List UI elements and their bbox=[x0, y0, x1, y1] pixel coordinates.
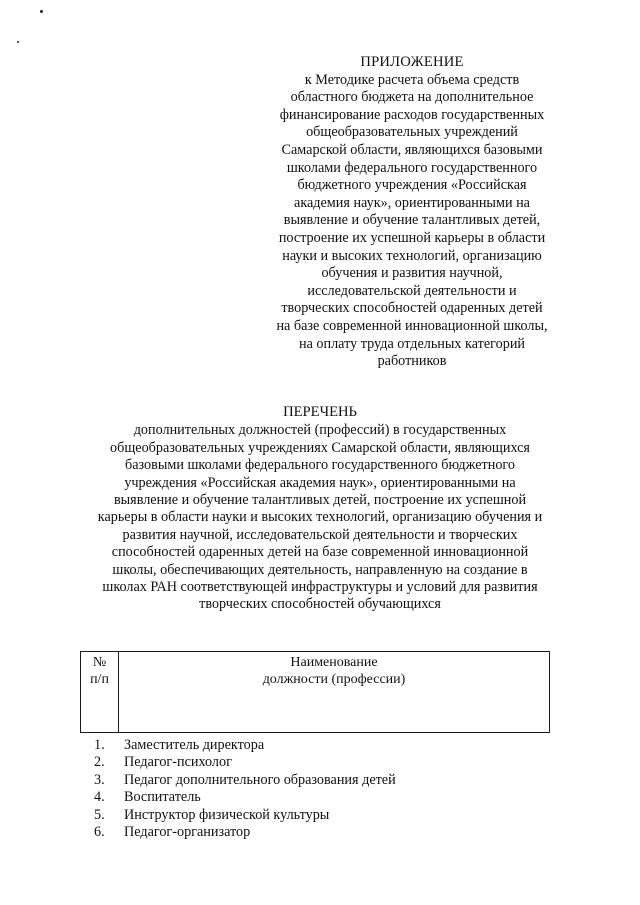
list-item bbox=[94, 772, 396, 789]
list-description-line: общеобразовательных учреждениях Самарской области, являющихся bbox=[110, 439, 530, 456]
item-name: Заместитель директора bbox=[124, 737, 265, 753]
positions-list bbox=[94, 737, 396, 841]
appendix-line: работников bbox=[377, 353, 447, 370]
column-header-name bbox=[119, 654, 549, 688]
item-number: 6. bbox=[94, 824, 105, 841]
list-description-line: способностей одаренных детей на базе современной инновационной bbox=[111, 544, 529, 561]
appendix-line: финансирование расходов государственных bbox=[279, 106, 545, 123]
column-header-number-line1: № bbox=[92, 655, 107, 670]
list-description-line: школах РАН соответствующей инфраструктуры и условий для развития bbox=[102, 579, 538, 596]
item-name: Воспитатель bbox=[124, 789, 201, 806]
list-description-line: выявление и обучение талантливых детей, построение их успешной bbox=[113, 492, 527, 509]
appendix-line: науки и высоких технологий, организацию bbox=[282, 247, 542, 264]
item-name: Педагог-психолог bbox=[124, 754, 232, 771]
appendix-line: исследовательской деятельности и bbox=[307, 282, 517, 299]
list-description-line: базовыми школами федерального государственного бюджетного bbox=[125, 457, 515, 474]
appendix-line: выявление и обучение талантливых детей, bbox=[283, 212, 541, 229]
appendix-line: творческих способностей одаренных детей bbox=[281, 300, 543, 317]
item-name: Инструктор физической культуры bbox=[124, 806, 330, 823]
list-item bbox=[94, 737, 396, 754]
list-title-block bbox=[60, 404, 580, 614]
scan-speck bbox=[17, 41, 19, 43]
appendix-line: общеобразовательных учреждений bbox=[306, 124, 518, 141]
appendix-line: академия наук», ориентированными на bbox=[294, 194, 530, 211]
appendix-line: бюджетного учреждения «Российская bbox=[297, 177, 527, 194]
appendix-line: на базе современной инновационной школы, bbox=[276, 317, 548, 334]
column-header-name-line1: Наименование bbox=[290, 655, 378, 670]
column-header-number-line2: п/п bbox=[90, 672, 109, 687]
list-description-line: дополнительных должностей (профессий) в государственных bbox=[133, 422, 507, 439]
item-number: 2. bbox=[94, 754, 105, 771]
list-title: ПЕРЕЧЕНЬ bbox=[283, 404, 357, 420]
appendix-block bbox=[262, 54, 562, 371]
item-number: 1. bbox=[94, 737, 105, 753]
appendix-line: к Методике расчета объема средств bbox=[304, 71, 520, 88]
item-number: 5. bbox=[94, 806, 105, 823]
list-description-line: творческих способностей обучающихся bbox=[199, 596, 441, 613]
appendix-heading: ПРИЛОЖЕНИЕ bbox=[360, 54, 464, 70]
list-item bbox=[94, 824, 396, 841]
list-item bbox=[94, 754, 396, 771]
appendix-line: школами федерального государственного bbox=[286, 159, 538, 176]
appendix-line: построение их успешной карьеры в области bbox=[278, 229, 546, 246]
column-header-number bbox=[81, 654, 118, 688]
positions-table-header bbox=[80, 651, 550, 733]
appendix-line: Самарской области, являющихся базовыми bbox=[281, 141, 543, 158]
list-item bbox=[94, 807, 396, 824]
item-name: Педагог-организатор bbox=[124, 824, 251, 841]
item-number: 4. bbox=[94, 789, 105, 806]
column-header-name-line2: должности (профессии) bbox=[262, 672, 406, 687]
list-description-line: развития научной, исследовательской деятельности и творческих bbox=[122, 526, 518, 543]
list-item bbox=[94, 789, 396, 806]
list-description-line: школы, обеспечивающих деятельность, направленную на создание в bbox=[112, 561, 528, 578]
appendix-line: областного бюджета на дополнительное bbox=[290, 89, 534, 106]
appendix-line: обучения и развития научной, bbox=[321, 265, 503, 282]
item-name: Педагог дополнительного образования детей bbox=[124, 771, 396, 788]
item-number: 3. bbox=[94, 771, 105, 788]
list-description-line: учреждения «Российская академия наук», ориентированными на bbox=[124, 474, 516, 491]
scan-speck bbox=[40, 10, 43, 13]
appendix-line: на оплату труда отдельных категорий bbox=[298, 335, 526, 352]
list-description-line: карьеры в области науки и высоких технологий, организацию обучения и bbox=[97, 509, 543, 526]
